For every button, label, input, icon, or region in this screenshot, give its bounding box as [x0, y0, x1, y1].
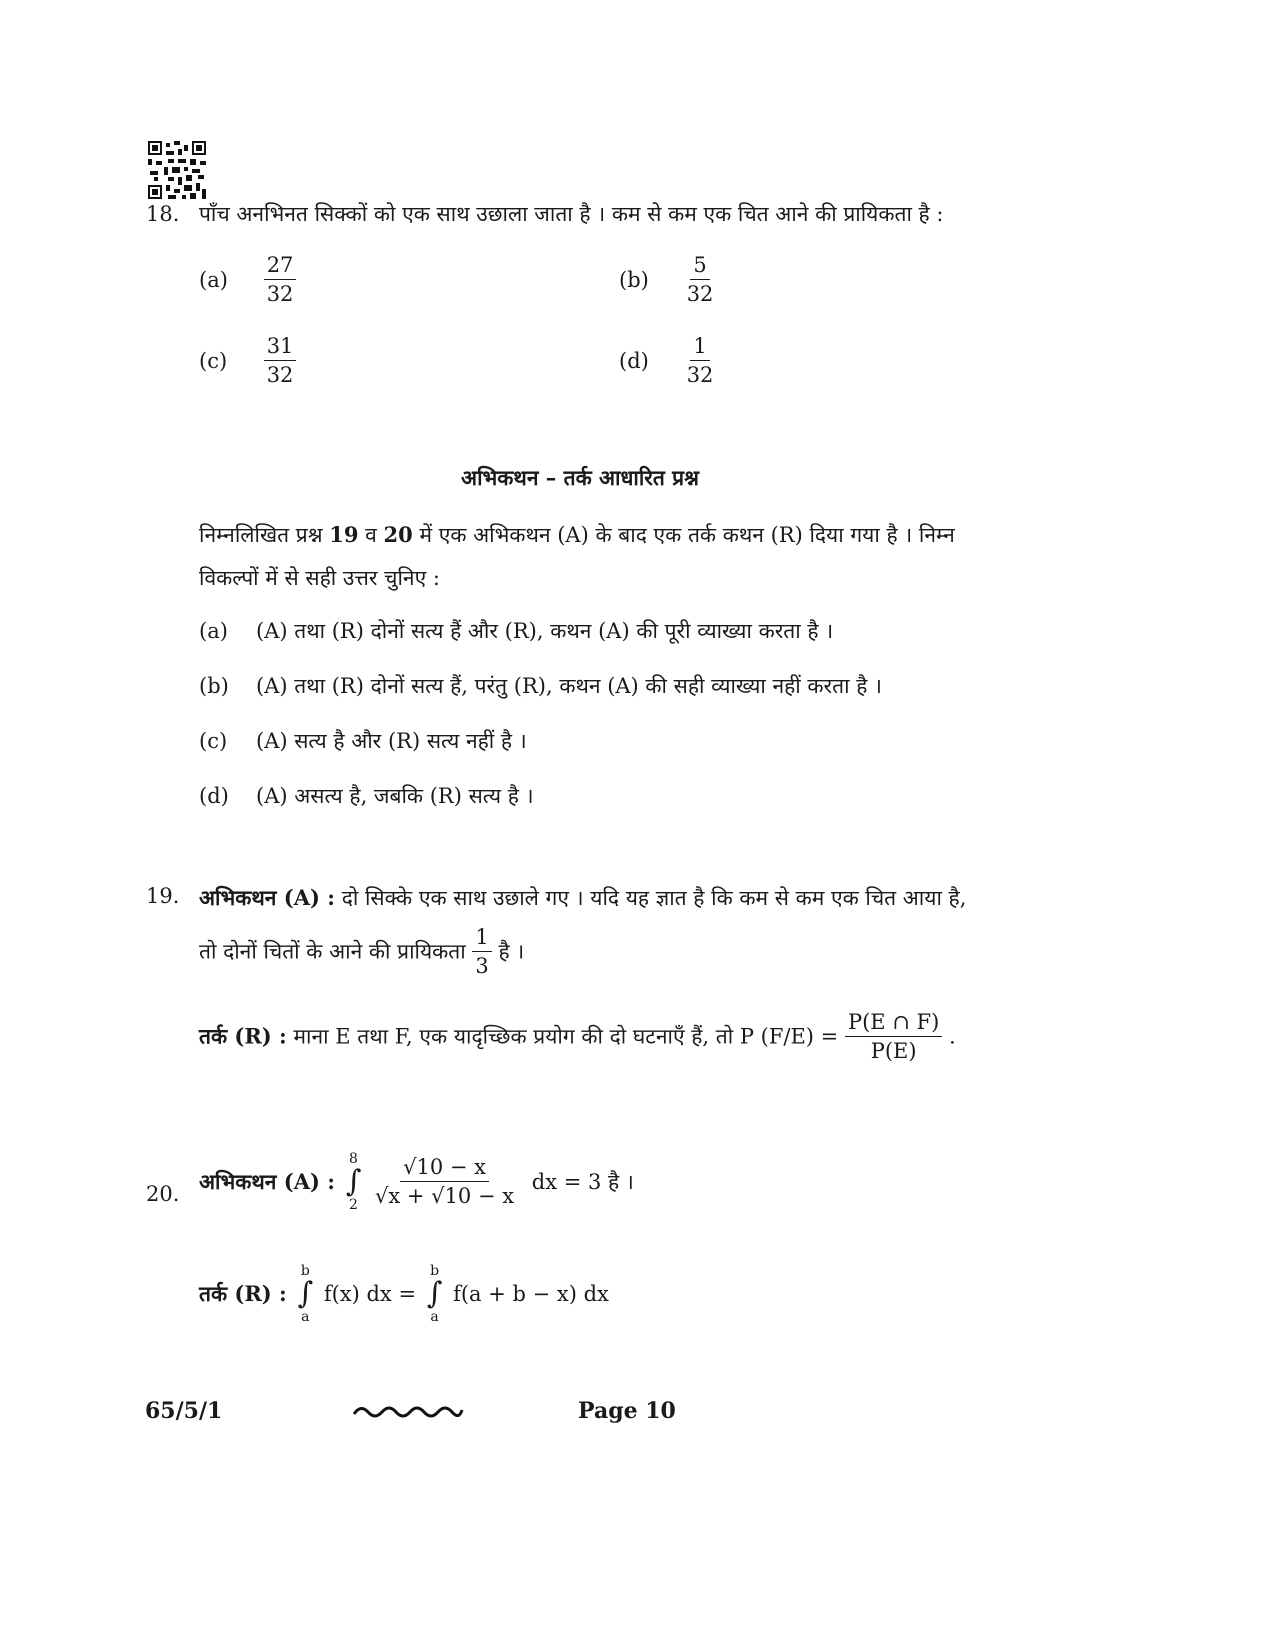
option-label: (a)	[199, 619, 228, 643]
question-number-20: 20.	[146, 1182, 180, 1206]
question-number-18: 18.	[146, 202, 180, 226]
option-text: (A) तथा (R) दोनों सत्य हैं और (R), कथन (A) की पूरी व्याख्या करता है ।	[256, 619, 834, 643]
q19-reason: तर्क (R) : माना E तथा F, एक यादृच्छिक प्रयोग की दो घटनाएँ हैं, तो P (F/E) = $\frac{P(E \cap F)}{P(E)}$ .	[199, 1010, 956, 1064]
option-text: (A) असत्य है, जबकि (R) सत्य है ।	[256, 784, 534, 808]
q20-reason: तर्क (R) : b ∫ a f(x) dx = b ∫ a f(a + b − x) dx	[199, 1263, 609, 1325]
option-label: (c)	[199, 348, 228, 373]
assertion-label: अभिकथन (A) :	[199, 1168, 335, 1194]
q18-option-b[interactable]	[619, 253, 716, 306]
q18-option-d[interactable]	[619, 334, 716, 387]
integral-sign: b ∫ a	[426, 1263, 443, 1325]
fraction: $\frac{27}{32}$	[264, 253, 297, 306]
fraction: $\frac{5}{32}$	[686, 253, 714, 307]
option-label: (b)	[619, 267, 649, 292]
reason-label: तर्क (R) :	[199, 1280, 287, 1306]
section-heading: अभिकथन – तर्क आधारित प्रश्न	[461, 465, 699, 490]
fraction: $\frac{31}{32}$	[264, 334, 297, 387]
option-label: (d)	[199, 784, 229, 808]
option-label: (a)	[199, 267, 228, 292]
paper-code: 65/5/1	[145, 1398, 223, 1424]
ar-option-b	[199, 672, 882, 700]
q18-option-a[interactable]	[199, 253, 296, 306]
ar-option-d	[199, 782, 534, 810]
question-number-19: 19.	[146, 884, 180, 908]
ar-option-c	[199, 727, 527, 755]
question-18-text: पाँच अनभिनत सिक्कों को एक साथ उछाला जाता है । कम से कम एक चित आने की प्रायिकता है :	[199, 202, 944, 226]
option-text: (A) तथा (R) दोनों सत्य हैं, परंतु (R), कथन (A) की सही व्याख्या नहीं करता है ।	[256, 674, 883, 698]
assertion-label: अभिकथन (A) :	[199, 885, 335, 910]
option-label: (b)	[199, 674, 229, 698]
page-number: Page 10	[578, 1398, 676, 1424]
fraction-one-third: $\frac{1}{3}$	[472, 925, 491, 978]
q20-assertion: अभिकथन (A) : 8 ∫ 2 $\frac{√10 - x}{√x + √10 - x}$ dx = 3 है ।	[199, 1151, 634, 1213]
conditional-probability-fraction: $\frac{P(E \cap F)}{P(E)}$	[845, 1010, 942, 1063]
section-intro: निम्नलिखित प्रश्न 19 व 20 में एक अभिकथन (A) के बाद एक तर्क कथन (R) दिया गया है । निम्न	[199, 522, 955, 547]
option-text: (A) सत्य है और (R) सत्य नहीं है ।	[256, 729, 527, 753]
option-label: (d)	[619, 348, 649, 373]
option-label: (c)	[199, 729, 228, 753]
integral-sign: 8 ∫ 2	[345, 1151, 362, 1213]
reason-label: तर्क (R) :	[199, 1023, 287, 1049]
q19-assertion-line-2: तो दोनों चितों के आने की प्रायिकता $\frac{1}{3}$ है ।	[199, 925, 525, 979]
integral-sign: b ∫ a	[297, 1263, 314, 1325]
qr-code-icon	[148, 141, 206, 199]
ar-option-a	[199, 617, 833, 645]
q18-option-c[interactable]	[199, 334, 296, 387]
fraction: $\frac{1}{32}$	[686, 334, 714, 388]
section-intro-line-2: विकल्पों में से सही उत्तर चुनिए :	[199, 566, 440, 590]
wave-ornament-icon	[352, 1402, 464, 1422]
q19-assertion: अभिकथन (A) : दो सिक्के एक साथ उछाले गए । यदि यह ज्ञात है कि कम से कम एक चित आया है,	[199, 885, 967, 910]
integrand-fraction: $\frac{√10 - x}{√x + √10 - x}$	[375, 1155, 515, 1209]
